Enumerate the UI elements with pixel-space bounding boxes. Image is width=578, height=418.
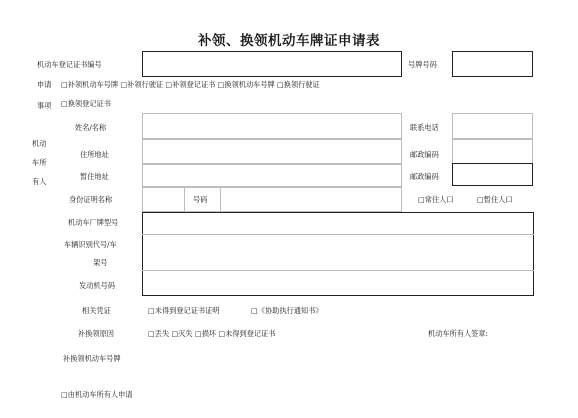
temp-address-label: 暂住地址 (80, 172, 109, 181)
application-items-row1[interactable]: □补领机动车号牌 □补领行驶证 □补领登记证书 □换领机动车号牌 □换领行驶证 (61, 80, 320, 89)
plate-no-field[interactable] (452, 51, 533, 77)
owner-label-1: 机动 (32, 139, 47, 148)
temp-resident-option[interactable]: □暂住人口 (477, 195, 513, 204)
postcode-field-1[interactable] (452, 139, 533, 164)
application-items-label-2: 事项 (37, 101, 52, 110)
number-label: 号码 (193, 195, 208, 204)
plate-reissue-label: 补换领机动车号牌 (63, 354, 121, 363)
docs-option-2[interactable]: □《协助执行通知书》 (251, 306, 323, 315)
model-field[interactable] (143, 213, 533, 234)
id-doc-field[interactable] (142, 187, 402, 212)
owner-label-2: 车所 (32, 158, 47, 167)
vin-label-1: 车辆识别代号/车 (64, 240, 117, 249)
owner-label-3: 有人 (32, 177, 47, 186)
postcode-label-2: 邮政编码 (410, 172, 439, 181)
postcode-label-1: 邮政编码 (410, 150, 439, 159)
plate-no-label: 号牌号码 (408, 60, 437, 69)
engine-label: 发动机号码 (79, 281, 115, 290)
reg-cert-field[interactable] (142, 51, 402, 77)
reg-cert-label: 机动车登记证书编号 (37, 60, 102, 69)
engine-field[interactable] (143, 271, 533, 295)
docs-option-1[interactable]: □未得到登记证书证明 (148, 306, 220, 315)
docs-label: 相关凭证 (82, 306, 111, 315)
application-items-label-1: 申请 (37, 80, 52, 89)
form-title: 补领、换领机动车牌证申请表 (198, 33, 380, 49)
id-doc-divider-1 (184, 187, 185, 212)
vin-field[interactable] (143, 235, 533, 270)
application-items-row2[interactable]: □换领登记证书 (61, 99, 111, 108)
vin-label-2: 架号 (93, 258, 108, 267)
name-label: 姓名/名称 (75, 123, 107, 132)
phone-field[interactable] (452, 113, 533, 139)
phone-label: 联系电话 (410, 123, 439, 132)
signature-label: 机动车所有人签章: (428, 329, 488, 338)
reason-options[interactable]: □丢失 □灭失 □损坏 □未得到登记证书 (148, 329, 276, 338)
id-doc-label: 身份证明名称 (69, 195, 113, 204)
temp-address-field[interactable] (142, 164, 402, 187)
resident-option[interactable]: □常住人口 (418, 195, 454, 204)
model-label: 机动车厂牌型号 (68, 218, 119, 227)
name-field[interactable] (142, 113, 402, 139)
address-label: 住所地址 (80, 150, 109, 159)
reason-label: 补换领原因 (78, 329, 114, 338)
id-doc-divider-2 (220, 187, 221, 212)
applicant-option[interactable]: □由机动车所有人申请 (61, 390, 133, 399)
address-field[interactable] (142, 139, 402, 164)
postcode-field-2[interactable] (452, 163, 533, 186)
